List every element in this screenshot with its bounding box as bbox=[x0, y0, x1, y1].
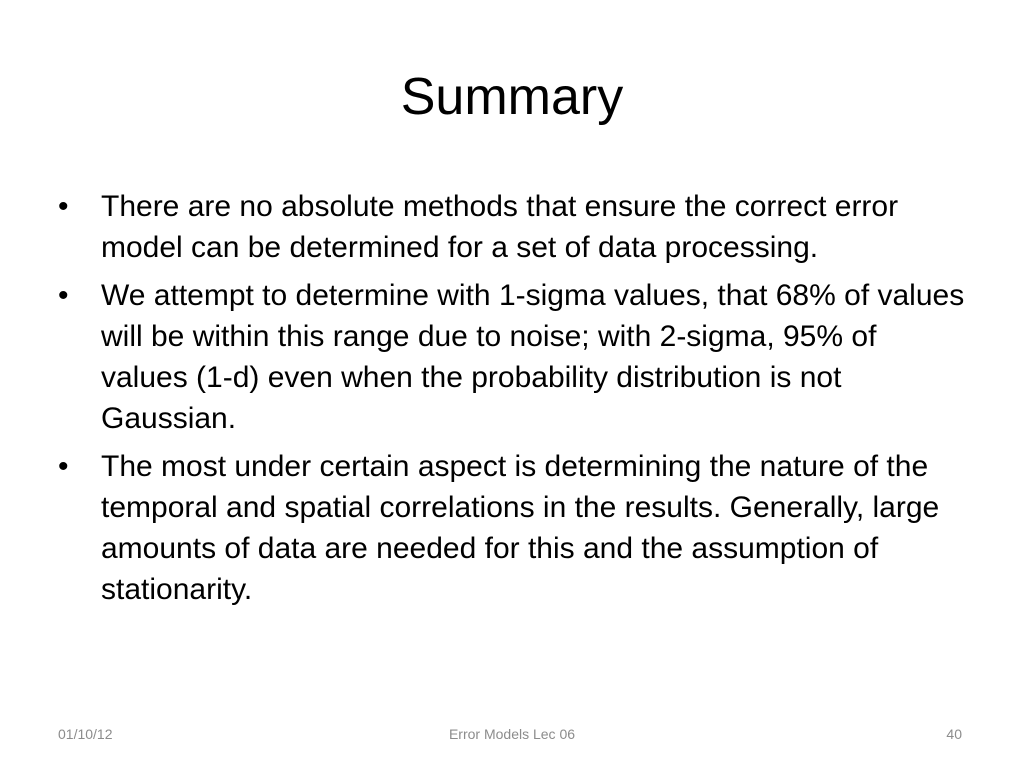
bullet-item bbox=[56, 275, 968, 439]
bullet-item bbox=[56, 446, 968, 610]
bullet-text: There are no absolute methods that ensure the correct error model can be determined for a set of data processing. bbox=[101, 190, 899, 264]
slide-title: Summary bbox=[400, 68, 624, 126]
bullet-item bbox=[56, 186, 968, 268]
footer-date: 01/10/12 bbox=[58, 726, 113, 742]
footer-title: Error Models Lec 06 bbox=[448, 726, 576, 742]
bullet-text: The most under certain aspect is determining the nature of the temporal and spatial correlations in the results. Generally, large amounts of data are needed for this and the assumption of stationarity. bbox=[101, 450, 940, 606]
slide-number: 40 bbox=[946, 726, 962, 742]
bullet-marker: • bbox=[58, 190, 69, 223]
bullet-marker: • bbox=[58, 279, 69, 312]
bullet-text: We attempt to determine with 1-sigma values, that 68% of values will be within this range due to noise; with 2-sigma, 95% of values (1-d) even when the probability distribution is not Gaussian. bbox=[101, 279, 965, 435]
bullet-marker: • bbox=[58, 450, 69, 483]
bullet-list bbox=[56, 186, 968, 617]
